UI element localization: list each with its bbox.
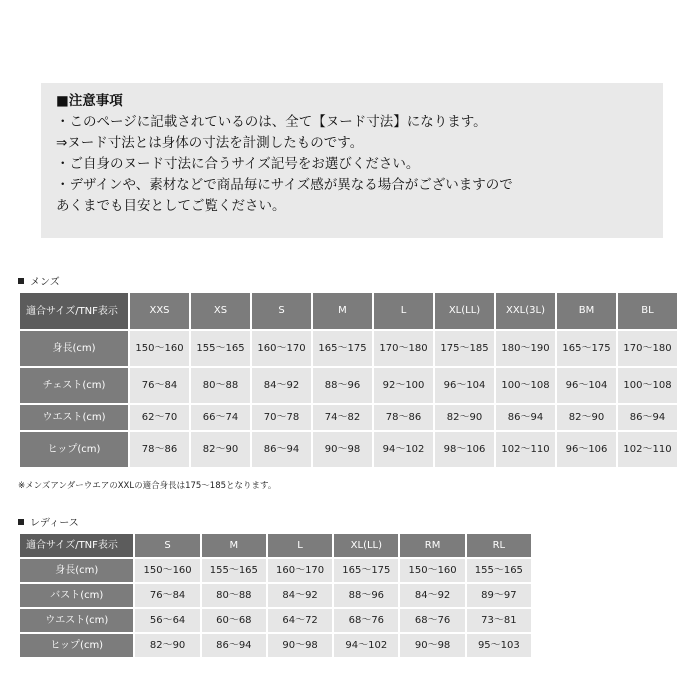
mens-section-title xyxy=(18,273,60,288)
bullet-square-icon xyxy=(18,278,24,284)
ladies-cell: 80～88 xyxy=(202,584,266,607)
ladies-row-waist xyxy=(20,609,531,632)
mens-size-header: M xyxy=(313,293,372,329)
ladies-cell: 68～76 xyxy=(334,609,398,632)
ladies-row-bust xyxy=(20,584,531,607)
ladies-size-header: RM xyxy=(400,534,464,557)
mens-cell: 90～98 xyxy=(313,432,372,467)
mens-size-header: BL xyxy=(618,293,677,329)
mens-row-label: ウエスト(cm) xyxy=(20,405,128,430)
mens-row-chest xyxy=(20,368,677,403)
mens-cell: 86～94 xyxy=(618,405,677,430)
mens-cell: 76～84 xyxy=(130,368,189,403)
mens-cell: 180～190 xyxy=(496,331,555,366)
mens-cell: 82～90 xyxy=(191,432,250,467)
mens-cell: 74～82 xyxy=(313,405,372,430)
mens-cell: 78～86 xyxy=(374,405,433,430)
mens-size-header: BM xyxy=(557,293,616,329)
ladies-cell: 82～90 xyxy=(135,634,199,657)
mens-row-hip xyxy=(20,432,677,467)
mens-cell: 155～165 xyxy=(191,331,250,366)
notice-line: ・ご自身のヌード寸法に合うサイズ記号をお選びください。 xyxy=(56,156,420,172)
notice-line: ・デザインや、素材などで商品毎にサイズ感が異なる場合がございますので xyxy=(56,177,513,193)
mens-corner-cell: 適合サイズ/TNF表示 xyxy=(20,293,128,329)
mens-size-header: L xyxy=(374,293,433,329)
ladies-title-text: レディース xyxy=(30,518,79,529)
ladies-row-label: バスト(cm) xyxy=(20,584,133,607)
ladies-cell: 73～81 xyxy=(467,609,531,632)
mens-cell: 170～180 xyxy=(374,331,433,366)
notice-line: あくまでも目安としてご覧ください。 xyxy=(56,198,286,214)
mens-cell: 66～74 xyxy=(191,405,250,430)
mens-row-label: チェスト(cm) xyxy=(20,368,128,403)
mens-cell: 100～108 xyxy=(496,368,555,403)
ladies-corner-cell: 適合サイズ/TNF表示 xyxy=(20,534,133,557)
ladies-cell: 165～175 xyxy=(334,559,398,582)
ladies-cell: 64～72 xyxy=(268,609,332,632)
mens-row-height xyxy=(20,331,677,366)
ladies-cell: 95～103 xyxy=(467,634,531,657)
bullet-square-icon xyxy=(18,519,24,525)
ladies-row-height xyxy=(20,559,531,582)
mens-footnote: ※メンズアンダーウエアのXXLの適合身長は175～185となります。 xyxy=(18,481,277,491)
mens-cell: 165～175 xyxy=(557,331,616,366)
mens-cell: 82～90 xyxy=(557,405,616,430)
ladies-row-label: ウエスト(cm) xyxy=(20,609,133,632)
ladies-cell: 150～160 xyxy=(400,559,464,582)
mens-cell: 82～90 xyxy=(435,405,494,430)
ladies-cell: 89～97 xyxy=(467,584,531,607)
mens-header-row xyxy=(20,293,677,329)
ladies-row-label: 身長(cm) xyxy=(20,559,133,582)
ladies-row-hip xyxy=(20,634,531,657)
ladies-size-header: M xyxy=(202,534,266,557)
ladies-cell: 90～98 xyxy=(400,634,464,657)
mens-cell: 160～170 xyxy=(252,331,311,366)
notice-title: ■注意事項 xyxy=(56,93,123,109)
mens-size-header: XS xyxy=(191,293,250,329)
mens-cell: 102～110 xyxy=(496,432,555,467)
mens-cell: 150～160 xyxy=(130,331,189,366)
ladies-cell: 76～84 xyxy=(135,584,199,607)
ladies-cell: 68～76 xyxy=(400,609,464,632)
mens-cell: 70～78 xyxy=(252,405,311,430)
mens-cell: 94～102 xyxy=(374,432,433,467)
ladies-cell: 84～92 xyxy=(400,584,464,607)
mens-size-header: XXS xyxy=(130,293,189,329)
ladies-cell: 150～160 xyxy=(135,559,199,582)
mens-cell: 84～92 xyxy=(252,368,311,403)
mens-cell: 96～104 xyxy=(435,368,494,403)
mens-row-label: ヒップ(cm) xyxy=(20,432,128,467)
mens-title-text: メンズ xyxy=(30,277,60,288)
ladies-cell: 88～96 xyxy=(334,584,398,607)
ladies-header-row xyxy=(20,534,531,557)
ladies-size-header: S xyxy=(135,534,199,557)
mens-cell: 62～70 xyxy=(130,405,189,430)
mens-cell: 170～180 xyxy=(618,331,677,366)
mens-cell: 96～106 xyxy=(557,432,616,467)
mens-cell: 86～94 xyxy=(496,405,555,430)
mens-cell: 78～86 xyxy=(130,432,189,467)
ladies-row-label: ヒップ(cm) xyxy=(20,634,133,657)
ladies-cell: 155～165 xyxy=(202,559,266,582)
notice-box xyxy=(41,83,663,238)
ladies-size-header: RL xyxy=(467,534,531,557)
mens-size-header: XXL(3L) xyxy=(496,293,555,329)
mens-cell: 86～94 xyxy=(252,432,311,467)
ladies-cell: 94～102 xyxy=(334,634,398,657)
mens-size-header: S xyxy=(252,293,311,329)
ladies-size-header: L xyxy=(268,534,332,557)
ladies-size-header: XL(LL) xyxy=(334,534,398,557)
ladies-cell: 84～92 xyxy=(268,584,332,607)
mens-cell: 80～88 xyxy=(191,368,250,403)
mens-size-header: XL(LL) xyxy=(435,293,494,329)
mens-size-table xyxy=(18,291,679,469)
ladies-cell: 86～94 xyxy=(202,634,266,657)
ladies-cell: 90～98 xyxy=(268,634,332,657)
mens-cell: 96～104 xyxy=(557,368,616,403)
mens-cell: 92～100 xyxy=(374,368,433,403)
ladies-cell: 160～170 xyxy=(268,559,332,582)
notice-line: ・このページに記載されているのは、全て【ヌード寸法】になります。 xyxy=(56,114,487,130)
mens-row-label: 身長(cm) xyxy=(20,331,128,366)
mens-cell: 100～108 xyxy=(618,368,677,403)
mens-row-waist xyxy=(20,405,677,430)
mens-cell: 88～96 xyxy=(313,368,372,403)
notice-line: ⇒ヌード寸法とは身体の寸法を計測したものです。 xyxy=(56,135,364,151)
mens-cell: 165～175 xyxy=(313,331,372,366)
ladies-size-table xyxy=(18,532,533,659)
mens-cell: 175～185 xyxy=(435,331,494,366)
ladies-cell: 56～64 xyxy=(135,609,199,632)
mens-cell: 102～110 xyxy=(618,432,677,467)
ladies-cell: 155～165 xyxy=(467,559,531,582)
ladies-cell: 60～68 xyxy=(202,609,266,632)
ladies-section-title xyxy=(18,514,79,529)
mens-cell: 98～106 xyxy=(435,432,494,467)
